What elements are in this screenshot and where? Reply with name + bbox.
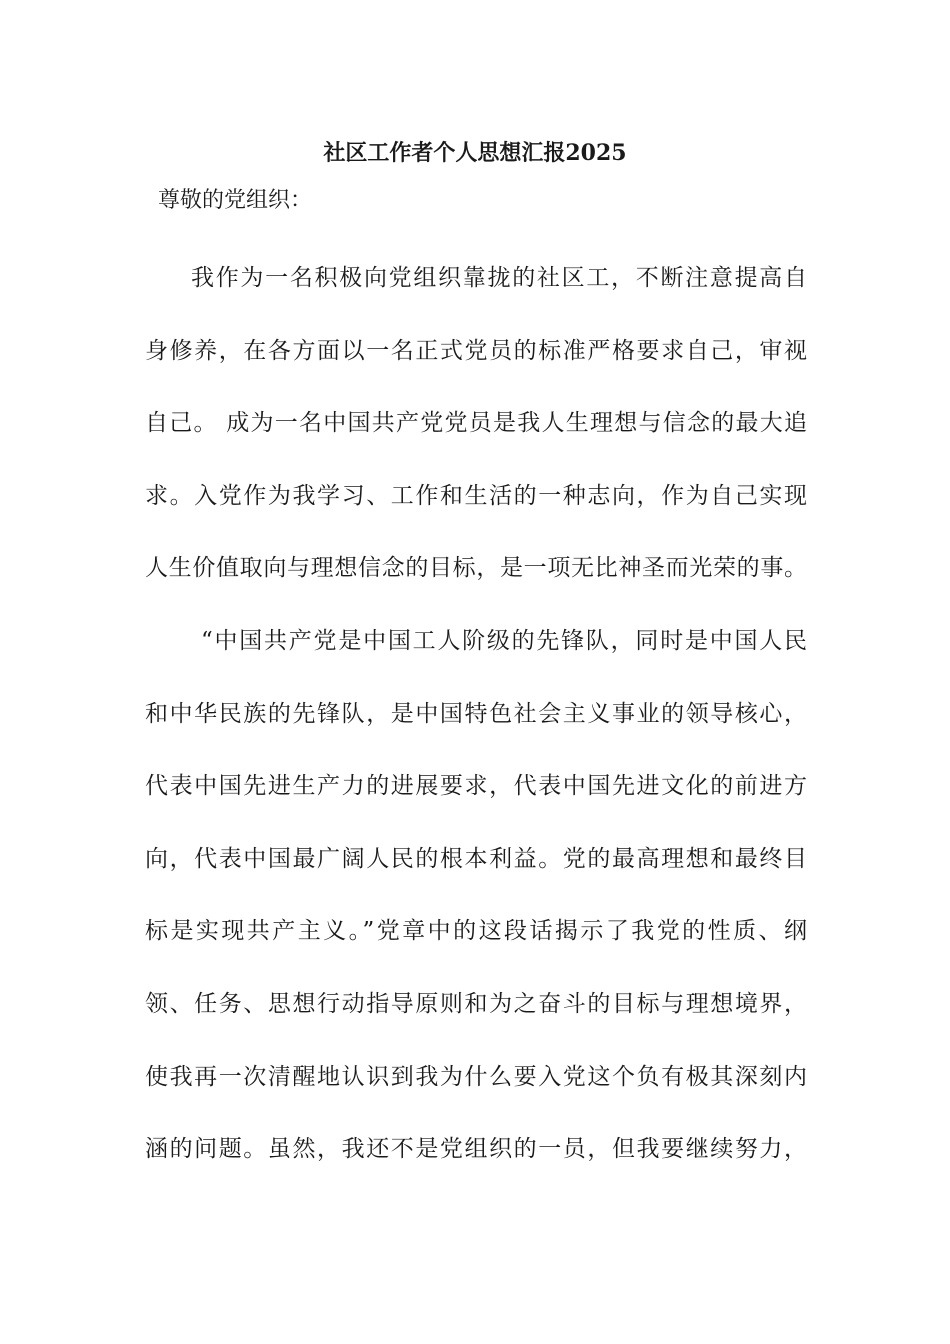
- body-line: 人生价值取向与理想信念的目标，是一项无比神圣而光荣的事。: [145, 555, 807, 582]
- body-text: [145, 258, 807, 1202]
- body-line: 使我再一次清醒地认识到我为什么要入党这个负有极其深刻内: [145, 1063, 807, 1090]
- body-line: 自己。 成为一名中国共产党党员是我人生理想与信念的最大追: [145, 410, 807, 437]
- document-title: 社区工作者个人思想汇报2025: [323, 140, 627, 166]
- body-line: 标是实现共产主义。”党章中的这段话揭示了我党的性质、纲: [145, 918, 807, 945]
- body-line: “中国共产党是中国工人阶级的先锋队，同时是中国人民: [201, 627, 807, 654]
- body-line: 身修养，在各方面以一名正式党员的标准严格要求自己，审视: [145, 337, 807, 364]
- salutation: 尊敬的党组织：: [158, 188, 313, 213]
- body-line: 代表中国先进生产力的进展要求，代表中国先进文化的前进方: [145, 773, 807, 800]
- body-line: 向，代表中国最广阔人民的根本利益。党的最高理想和最终目: [145, 845, 807, 872]
- body-line: 和中华民族的先锋队，是中国特色社会主义事业的领导核心，: [145, 700, 807, 727]
- body-line: 涵的问题。虽然，我还不是党组织的一员，但我要继续努力，: [145, 1136, 807, 1163]
- body-line: 领、任务、思想行动指导原则和为之奋斗的目标与理想境界，: [145, 990, 807, 1017]
- body-line: 我作为一名积极向党组织靠拢的社区工，不断注意提高自: [191, 265, 807, 291]
- body-line: 求。入党作为我学习、工作和生活的一种志向，作为自己实现: [145, 482, 807, 509]
